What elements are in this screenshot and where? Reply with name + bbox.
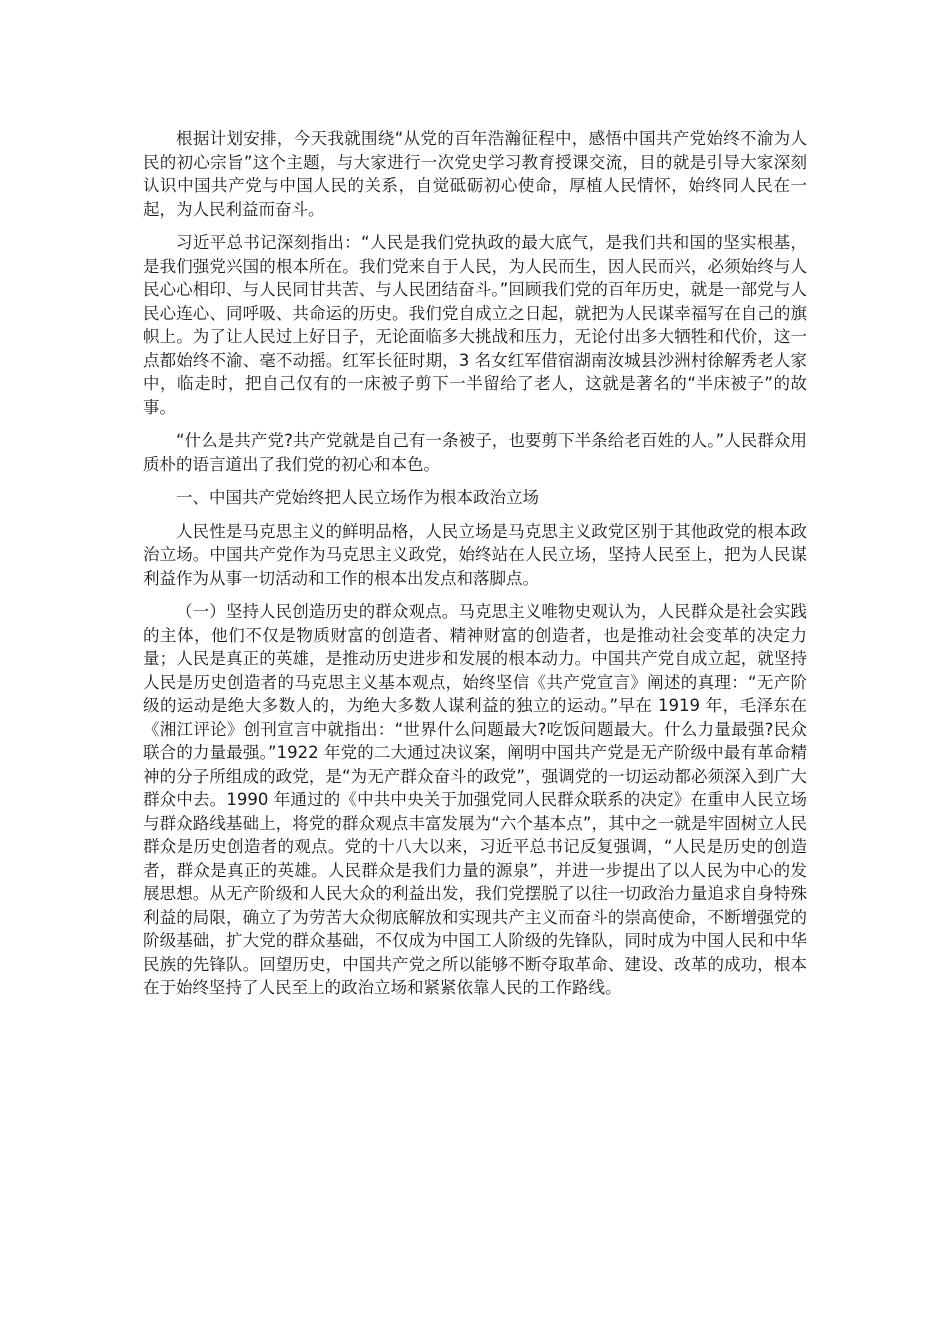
intro-paragraph: 根据计划安排，今天我就围绕“从党的百年浩瀚征程中，感悟中国共产党始终不渝为人民的初心宗旨”这个主题，与大家进行一次党史学习教育授课交流，目的就是引导大家深刻认识中国共产党与中国人民的关系，自觉砥砺初心使命，厚植人民情怀，始终同人民在一起，为人民利益而奋斗。: [143, 129, 807, 219]
quote-paragraph: 习近平总书记深刻指出：“人民是我们党执政的最大底气，是我们共和国的坚实根基，是我们强党兴国的根本所在。我们党来自于人民，为人民而生，因人民而兴，必须始终与人民心心相印、与人民同甘共苦、与人民团结奋斗。”回顾我们党的百年历史，就是一部党与人民心连心、同呼吸、共命运的历史。我们党自成立之日起，就把为人民谋幸福写在自己的旗帜上。为了让人民过上好日子，无论面临多大挑战和压力，无论付出多大牺牲和代价，这一点都始终不渝、毫不动摇。红军长征时期，3 名女红军借宿湖南汝城县沙洲村徐解秀老人家中，临走时，把自己仅有的一床被子剪下一半留给了老人，这就是著名的“半床被子”的故事。: [143, 233, 807, 417]
saying-paragraph: “什么是共产党?共产党就是自己有一条被子，也要剪下半条给老百姓的人。”人民群众用质朴的语言道出了我们党的初心和本色。: [143, 431, 807, 474]
document-page: [143, 127, 807, 1010]
section-intro-paragraph: 人民性是马克思主义的鲜明品格，人民立场是马克思主义政党区别于其他政党的根本政治立场。中国共产党作为马克思主义政党，始终站在人民立场，坚持人民至上，把为人民谋利益作为从事一切活动和工作的根本出发点和落脚点。: [143, 521, 807, 588]
subsection-paragraph: （一）坚持人民创造历史的群众观点。马克思主义唯物史观认为，人民群众是社会实践的主体，他们不仅是物质财富的创造者、精神财富的创造者，也是推动社会变革的决定力量；人民是真正的英雄，是推动历史进步和发展的根本动力。中国共产党自成立起，就坚持人民是历史创造者的马克思主义基本观点，始终坚信《共产党宣言》阐述的真理：“无产阶级的运动是绝大多数人的，为绝大多数人谋利益的独立的运动。”早在 1919 年，毛泽东在《湘江评论》创刊宣言中就指出：“世界什么问题最大?吃饭问题最大。什么力量最强?民众联合的力量最强。”1922 年党的二大通过决议案，阐明中国共产党是无产阶级中最有革命精神的分子所组成的政党，是“为无产群众奋斗的政党”，强调党的一切运动都必须深入到广大群众中去。1990 年通过的《中共中央关于加强党同人民群众联系的决定》在重申人民立场与群众路线基础上，将党的群众观点丰富发展为“六个基本点”，其中之一就是牢固树立人民群众是历史创造者的观点。党的十八大以来，习近平总书记反复强调，“人民是历史的创造者，群众是真正的英雄。人民群众是我们力量的源泉”，并进一步提出了以人民为中心的发展思想。从无产阶级和人民大众的利益出发，我们党摆脱了以往一切政治力量追求自身特殊利益的局限，确立了为劳苦大众彻底解放和实现共产主义而奋斗的崇高使命，不断增强党的阶级基础，扩大党的群众基础，不仅成为中国工人阶级的先锋队，同时成为中国人民和中华民族的先锋队。回望历史，中国共产党之所以能够不断夺取革命、建设、改革的成功，根本在于始终坚持了人民至上的政治立场和紧紧依靠人民的工作路线。: [143, 602, 807, 997]
section-heading: 一、中国共产党始终把人民立场作为根本政治立场: [176, 488, 539, 507]
